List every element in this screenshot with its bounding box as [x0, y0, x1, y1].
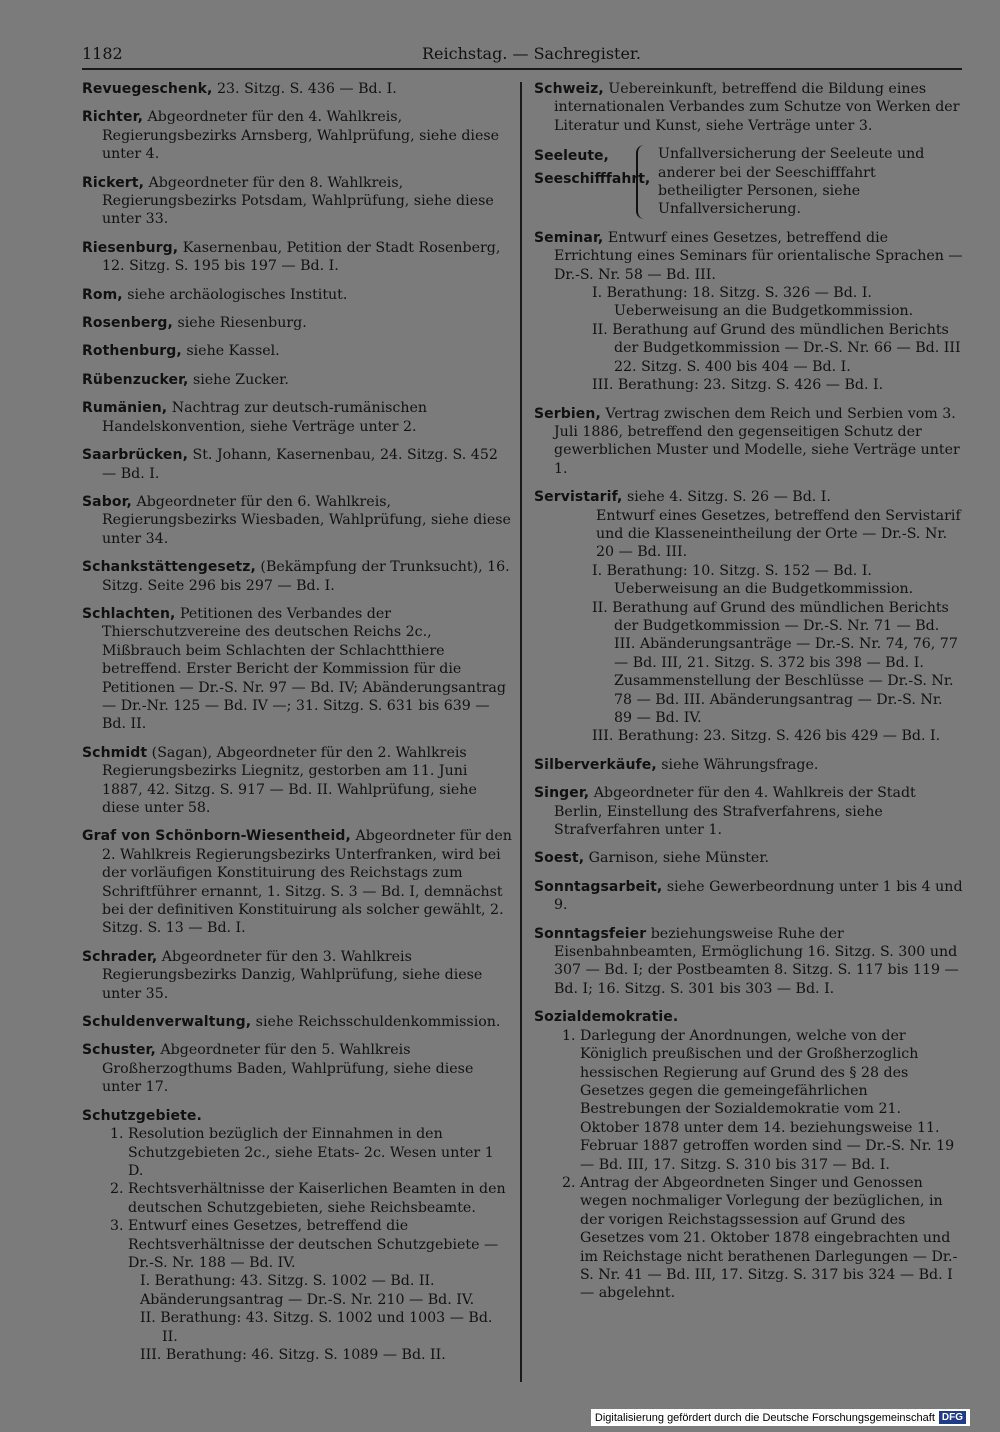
index-entry-sozialdemokratie	[534, 1008, 964, 1303]
entry-lemma: Sonntagsarbeit,	[534, 878, 663, 895]
entry-lemma: Rumänien,	[82, 400, 168, 417]
entry-lemma: Schrader,	[82, 948, 158, 965]
entry-lemma: Sabor,	[82, 493, 132, 510]
index-entry	[82, 342, 512, 360]
entry-lemma: Schuster,	[82, 1042, 156, 1059]
index-entry	[82, 605, 512, 734]
entry-text: (Sagan), Abgeordneter für den 2. Wahlkreis Regierungsbezirks Liegnitz, gestorben am 11. Juni 1887, 42. Sitzg. S. 917 — Bd. II. Wahlprüfung, siehe diese unter 58.	[102, 744, 477, 816]
running-title: Reichstag. — Sachregister.	[422, 44, 641, 63]
entry-lemma: Rickert,	[82, 174, 145, 191]
entry-lemma: Rom,	[82, 286, 123, 303]
page-number: 1182	[82, 44, 123, 63]
entry-lemma: Riesenburg,	[82, 239, 179, 256]
list-item: 1. Darlegung der Anordnungen, welche von der Königlich preußischen und der Großherzoglich hessischen Regierung auf Grund des § 28 des Gesetzes gegen die gemeingefährlichen Bestrebungen der Sozialdemokratie vom 21. Oktober 1878 unter dem 14. beziehungsweise 11. Februar 1887 getroffen worden sind — Dr.-S. Nr. 19 — Bd. III, 17. Sitzg. S. 310 bis 317 — Bd. I.	[562, 1027, 955, 1173]
entry-lemma: Soest,	[534, 850, 585, 867]
entry-text: siehe archäologisches Institut.	[122, 286, 348, 303]
entry-text: 23. Sitzg. S. 436 — Bd. I.	[212, 81, 397, 97]
entry-lemma: Sonntagsfeier	[534, 925, 647, 942]
right-column	[534, 80, 964, 1313]
index-entry-seminar	[534, 229, 964, 395]
entry-text: siehe Währungsfrage.	[656, 756, 819, 773]
entry-lemma: Sozialdemokratie.	[534, 1009, 679, 1026]
index-entry	[82, 399, 512, 436]
bracket-entry	[534, 145, 964, 219]
index-entry-servistarif	[534, 488, 964, 746]
left-column	[82, 80, 512, 1374]
index-entry	[82, 174, 512, 229]
entry-lemma: Serbien,	[534, 405, 601, 422]
entry-lemma: Schmidt	[82, 744, 148, 761]
index-entry	[82, 948, 512, 1003]
list-item: 3. Entwurf eines Gesetzes, betreffend die Rechtsverhältnisse der deutschen Schutzgebiete — Dr.-S. Nr. 188 — Bd. IV.	[110, 1218, 499, 1271]
entry-text: siehe Reichsschuldenkommission.	[251, 1014, 501, 1031]
list-item: 2. Antrag der Abgeordneten Singer und Genossen wegen nochmaliger Vorlegung der bezüglichen, in der vorigen Reichstagssession auf Grund des Gesetzes vom 21. Oktober 1878 eingebrachten und im Reichstage nicht berathenen Darlegungen — Dr.-S. Nr. 41 — Bd. III, 17. Sitzg. S. 317 bis 324 — Bd. I — abgelehnt.	[562, 1174, 958, 1302]
entry-text: Kasernenbau, Petition der Stadt Rosenberg, 12. Sitzg. S. 195 bis 197 — Bd. I.	[102, 239, 501, 275]
entry-lemma: Schankstättengesetz,	[82, 559, 256, 576]
footer-credit	[591, 1409, 970, 1426]
entry-text: Entwurf eines Gesetzes, betreffend die Errichtung eines Seminars für orientalische Sprachen — Dr.-S. Nr. 58 — Bd. III.	[554, 229, 963, 283]
index-entry	[534, 849, 964, 867]
index-entry	[82, 493, 512, 548]
entry-text: Abgeordneter für den 3. Wahlkreis Regierungsbezirks Danzig, Wahlprüfung, siehe diese unter 35.	[102, 948, 483, 1002]
index-entry	[82, 286, 512, 304]
entry-lemma: Schuldenverwaltung,	[82, 1014, 252, 1031]
entry-lemma: Seeschifffahrt,	[534, 171, 651, 188]
index-entry	[82, 239, 512, 276]
index-entry	[534, 878, 964, 915]
column-divider	[520, 82, 522, 1382]
index-entry	[534, 925, 964, 999]
index-entry	[534, 80, 964, 135]
sub-item: III. Berathung: 23. Sitzg. S. 426 — Bd. I.	[592, 377, 884, 394]
entry-lemma: Seeleute,	[534, 148, 609, 165]
entry-text: siehe Kassel.	[181, 343, 280, 360]
entry-text: (Bekämpfung der Trunksucht), 16. Sitzg. Seite 296 bis 297 — Bd. I.	[102, 559, 510, 594]
sub-item: Abänderungsantrag — Dr.-S. Nr. 210 — Bd. IV.	[140, 1291, 475, 1308]
entry-lemma: Silberverkäufe,	[534, 756, 657, 773]
entry-text: Garnison, siehe Münster.	[584, 850, 770, 867]
index-entry	[534, 405, 964, 479]
entry-text: Abgeordneter für den 5. Wahlkreis Großherzogthums Baden, Wahlprüfung, siehe diese unter 17.	[102, 1042, 474, 1096]
entry-text: Abgeordneter für den 6. Wahlkreis, Regierungsbezirks Wiesbaden, Wahlprüfung, siehe diese unter 34.	[102, 493, 511, 547]
entry-lemma: Schutzgebiete.	[82, 1107, 202, 1124]
entry-text: Abgeordneter für den 4. Wahlkreis der Stadt Berlin, Einstellung des Strafverfahrens, siehe Strafverfahren unter 1.	[554, 785, 916, 839]
list-item: 2. Rechtsverhältnisse der Kaiserlichen Beamten in den deutschen Schutzgebieten, siehe Reichsbeamte.	[110, 1181, 506, 1216]
entry-lemma: Graf von Schönborn-Wiesentheid,	[82, 828, 351, 845]
entry-lemma: Schlachten,	[82, 605, 176, 622]
entry-text: Nachtrag zur deutsch-rumänischen Handelskonvention, siehe Verträge unter 2.	[102, 400, 428, 435]
header-rule	[82, 68, 962, 70]
index-entry	[82, 1041, 512, 1096]
entry-text: Abgeordneter für den 8. Wahlkreis, Regierungsbezirks Potsdam, Wahlprüfung, siehe diese unter 33.	[102, 174, 494, 228]
entry-text: siehe Gewerbeordnung unter 1 bis 4 und 9.	[554, 878, 963, 914]
page-header	[82, 40, 962, 68]
entry-lemma: Rothenburg,	[82, 343, 182, 360]
bracket-lemmas	[534, 145, 651, 219]
sub-item: I. Berathung: 10. Sitzg. S. 152 — Bd. I. Ueberweisung an die Budgetkommission.	[592, 562, 914, 598]
entry-text: Uebereinkunft, betreffend die Bildung eines internationalen Verbandes zum Schutze von Werken der Literatur und Kunst, siehe Verträge unter 3.	[554, 81, 960, 134]
index-entry	[82, 558, 512, 595]
index-entry	[534, 784, 964, 839]
sub-item: III. Berathung: 46. Sitzg. S. 1089 — Bd. II.	[140, 1346, 446, 1363]
sub-item: I. Berathung: 43. Sitzg. S. 1002 — Bd. II.	[140, 1273, 435, 1290]
entry-lemma: Seminar,	[534, 229, 604, 246]
entry-text: Abgeordneter für den 4. Wahlkreis, Regierungsbezirks Arnsberg, Wahlprüfung, siehe diese unter 4.	[102, 109, 500, 163]
sub-item: I. Berathung: 18. Sitzg. S. 326 — Bd. I. Ueberweisung an die Budgetkommission.	[592, 285, 914, 320]
entry-lemma: Servistarif,	[534, 489, 623, 506]
entry-lemma: Schweiz,	[534, 81, 604, 97]
entry-continuation: Entwurf eines Gesetzes, betreffend den Servistarif und die Klasseneintheilung der Orte — Dr.-S. Nr. 20 — Bd. III.	[596, 507, 961, 561]
dfg-logo-icon: DFG	[939, 1411, 966, 1424]
entry-text: siehe Riesenburg.	[172, 315, 307, 332]
entry-text: siehe Zucker.	[188, 371, 289, 388]
sub-item: III. Berathung: 23. Sitzg. S. 426 bis 429 — Bd. I.	[592, 728, 941, 745]
entry-lemma: Richter,	[82, 109, 143, 126]
sub-item: II. Berathung auf Grund des mündlichen Berichts der Budgetkommission — Dr.-S. Nr. 66 — Bd. III 22. Sitzg. S. 400 bis 404 — Bd. I.	[592, 321, 961, 375]
entry-text: Abgeordneter für den 2. Wahlkreis Regierungsbezirks Unterfranken, wird bei der vorläufigen Konstituirung des Reichstags zum Schriftführer ernannt, 1. Sitzg. S. 3 — Bd. I, demnächst bei der definitiven Konstituirung als solcher gewählt, 2. Sitzg. S. 13 — Bd. I.	[102, 828, 512, 937]
index-entry	[82, 744, 512, 818]
entry-text: Unfallversicherung der Seeleute und anderer bei der Seeschifffahrt betheiligter Personen, siehe Unfallversicherung.	[658, 146, 925, 218]
entry-text: St. Johann, Kasernenbau, 24. Sitzg. S. 452 — Bd. I.	[102, 447, 498, 482]
sub-item: II. Berathung: 43. Sitzg. S. 1002 und 1003 — Bd. II.	[140, 1310, 493, 1345]
index-entry	[82, 371, 512, 389]
entry-lemma: Rosenberg,	[82, 315, 173, 332]
brace	[636, 145, 652, 219]
index-entry	[82, 446, 512, 483]
entry-text: beziehungsweise Ruhe der Eisenbahnbeamten, Ermöglichung 16. Sitzg. S. 300 und 307 — Bd. I; der Postbeamten 8. Sitzg. S. 117 bis 119 — Bd. I; 16. Sitzg. S. 301 bis 303 — Bd. I.	[554, 925, 959, 997]
index-entry	[82, 314, 512, 332]
index-entry	[82, 80, 512, 98]
entry-lemma: Singer,	[534, 785, 590, 802]
index-entry	[82, 1013, 512, 1031]
entry-lemma: Revuegeschenk,	[82, 81, 213, 97]
index-entry	[82, 827, 512, 937]
entry-text: Petitionen des Verbandes der Thierschutzvereine des deutschen Reichs 2c., Mißbrauch beim Schlachten der Schlachtthiere betreffend. Erster Bericht der Kommission für die Petitionen — Dr.-S. Nr. 97 — Bd. IV; Abänderungsantrag — Dr.-Nr. 125 — Bd. IV —; 31. Sitzg. S. 631 bis 639 — Bd. II.	[102, 605, 506, 733]
index-entry	[534, 756, 964, 774]
list-item: 1. Resolution bezüglich der Einnahmen in den Schutzgebieten 2c., siehe Etats- 2c. Wesen unter 1 D.	[110, 1126, 494, 1179]
entry-lemma: Saarbrücken,	[82, 447, 188, 464]
sub-item: II. Berathung auf Grund des mündlichen Berichts der Budgetkommission — Dr.-S. Nr. 71 — Bd. III. Abänderungsanträge — Dr.-S. Nr. 74, 76, 77 — Bd. III, 21. Sitzg. S. 372 bis 398 — Bd. I. Zusammenstellung der Beschlüsse — Dr.-S. Nr. 78 — Bd. III. Abänderungsantrag — Dr.-S. Nr. 89 — Bd. IV.	[592, 599, 958, 726]
entry-text: Vertrag zwischen dem Reich und Serbien vom 3. Juli 1886, betreffend den gegenseitigen Schutz der gewerblichen Muster und Modelle, siehe Verträge unter 1.	[554, 405, 960, 477]
index-entry	[82, 108, 512, 163]
index-entry-schutzgebiete	[82, 1107, 512, 1365]
entry-lemma: Rübenzucker,	[82, 371, 189, 388]
footer-text: Digitalisierung gefördert durch die Deutsche Forschungsgemeinschaft	[594, 1411, 935, 1424]
entry-text: siehe 4. Sitzg. S. 26 — Bd. I.	[622, 489, 831, 506]
